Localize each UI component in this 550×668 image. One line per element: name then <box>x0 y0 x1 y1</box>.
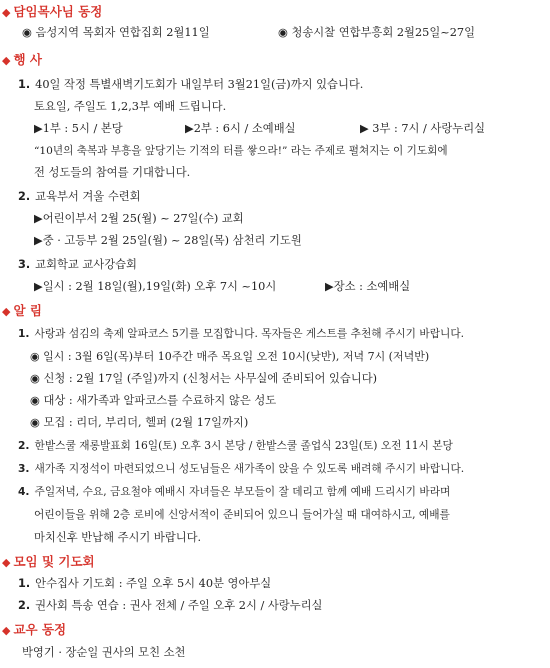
section-heading-events: ◆ 행 사 <box>2 52 42 67</box>
notice-1-target: ◉ 대상 : 새가족과 알파코스를 수료하지 않은 성도 <box>30 394 277 407</box>
pastor-item-1: ◉ 음성지역 목회자 연합집회 2월11일 <box>22 26 210 39</box>
event-1-service-3: ▶ 3부 : 7시 / 사랑누리실 <box>360 122 486 135</box>
event-3-place: ▶장소 : 소예배실 <box>325 280 411 293</box>
gathering-1: 1. 안수집사 기도회 : 주일 오후 5시 40분 영아부실 <box>18 577 272 590</box>
notice-1-recruit: ◉ 모집 : 리더, 부리더, 헬퍼 (2월 17일까지) <box>30 416 249 429</box>
notice-4-line-3: 마치신후 반납해 주시기 바랍니다. <box>34 531 202 544</box>
diamond-icon: ◆ <box>2 624 11 637</box>
notice-2: 2. 한밭스쿨 재롱발표회 16일(토) 오후 3시 본당 / 한밭스쿨 졸업식 23일(토) 오전 11시 본당 <box>18 439 453 452</box>
event-1-line-1: 1. 40일 작정 특별새벽기도회가 내일부터 3월21일(금)까지 있습니다. <box>18 78 364 91</box>
event-3-time: ▶일시 : 2월 18일(월),19일(화) 오후 7시 ~10시 <box>34 280 277 293</box>
notice-3: 3. 새가족 지정석이 마련되었으니 성도님들은 새가족이 앉을 수 있도록 배려해 주시기 바랍니다. <box>18 462 465 475</box>
event-3-title: 3. 교회학교 교사강습회 <box>18 258 137 271</box>
gathering-2: 2. 권사회 특송 연습 : 권사 전체 / 주일 오후 2시 / 사랑누리실 <box>18 599 323 612</box>
notice-1-apply: ◉ 신청 : 2월 17일 (주일)까지 (신청서는 사무실에 준비되어 있습니다) <box>30 372 378 385</box>
event-1-service-2: ▶2부 : 6시 / 소예배실 <box>185 122 296 135</box>
section-heading-gatherings: ◆ 모임 및 기도회 <box>2 554 95 569</box>
notice-4-line-2: 어린이들을 위해 2층 로비에 신앙서적이 준비되어 있으니 들어가실 때 대여하시고, 예배를 <box>34 508 450 521</box>
section-heading-pastor: ◆ 담임목사님 동정 <box>2 4 103 19</box>
diamond-icon: ◆ <box>2 6 11 19</box>
section-heading-members: ◆ 교우 동정 <box>2 622 67 637</box>
event-1-line-2: 토요일, 주일도 1,2,3부 예배 드립니다. <box>34 100 227 113</box>
pastor-item-2: ◉ 청송시찰 연합부흥회 2월25일~27일 <box>278 26 475 39</box>
section-heading-notice: ◆ 알 림 <box>2 303 42 318</box>
members-news: 박영기 · 장순일 권사의 모친 소천 <box>22 646 186 659</box>
event-1-theme-cont: 전 성도들의 참여를 기대합니다. <box>34 166 191 179</box>
event-2-line-2: ▶중 · 고등부 2월 25일(월) ~ 28일(목) 삼천리 기도원 <box>34 234 302 247</box>
diamond-icon: ◆ <box>2 54 11 67</box>
diamond-icon: ◆ <box>2 556 11 569</box>
notice-4-line-1: 4. 주일저녁, 수요, 금요철야 예배시 자녀들은 부모들이 잘 데리고 함께 예배 드리시기 바라며 <box>18 485 451 498</box>
notice-1-date: ◉ 일시 : 3월 6일(목)부터 10주간 매주 목요일 오전 10시(낮반), 저녁 7시 (저녁반) <box>30 350 430 363</box>
diamond-icon: ◆ <box>2 305 11 318</box>
event-1-service-1: ▶1부 : 5시 / 본당 <box>34 122 123 135</box>
notice-1: 1. 사랑과 섬김의 축제 알파코스 5기를 모집합니다. 목자들은 게스트를 추천해 주시기 바랍니다. <box>18 327 465 340</box>
event-2-title: 2. 교육부서 겨울 수련회 <box>18 190 141 203</box>
event-1-theme: “10년의 축복과 부흥을 앞당기는 기적의 터를 쌓으라!” 라는 주제로 펼쳐지는 이 기도회에 <box>34 145 448 157</box>
event-2-line-1: ▶어린이부서 2월 25(월) ~ 27일(수) 교회 <box>34 212 244 225</box>
